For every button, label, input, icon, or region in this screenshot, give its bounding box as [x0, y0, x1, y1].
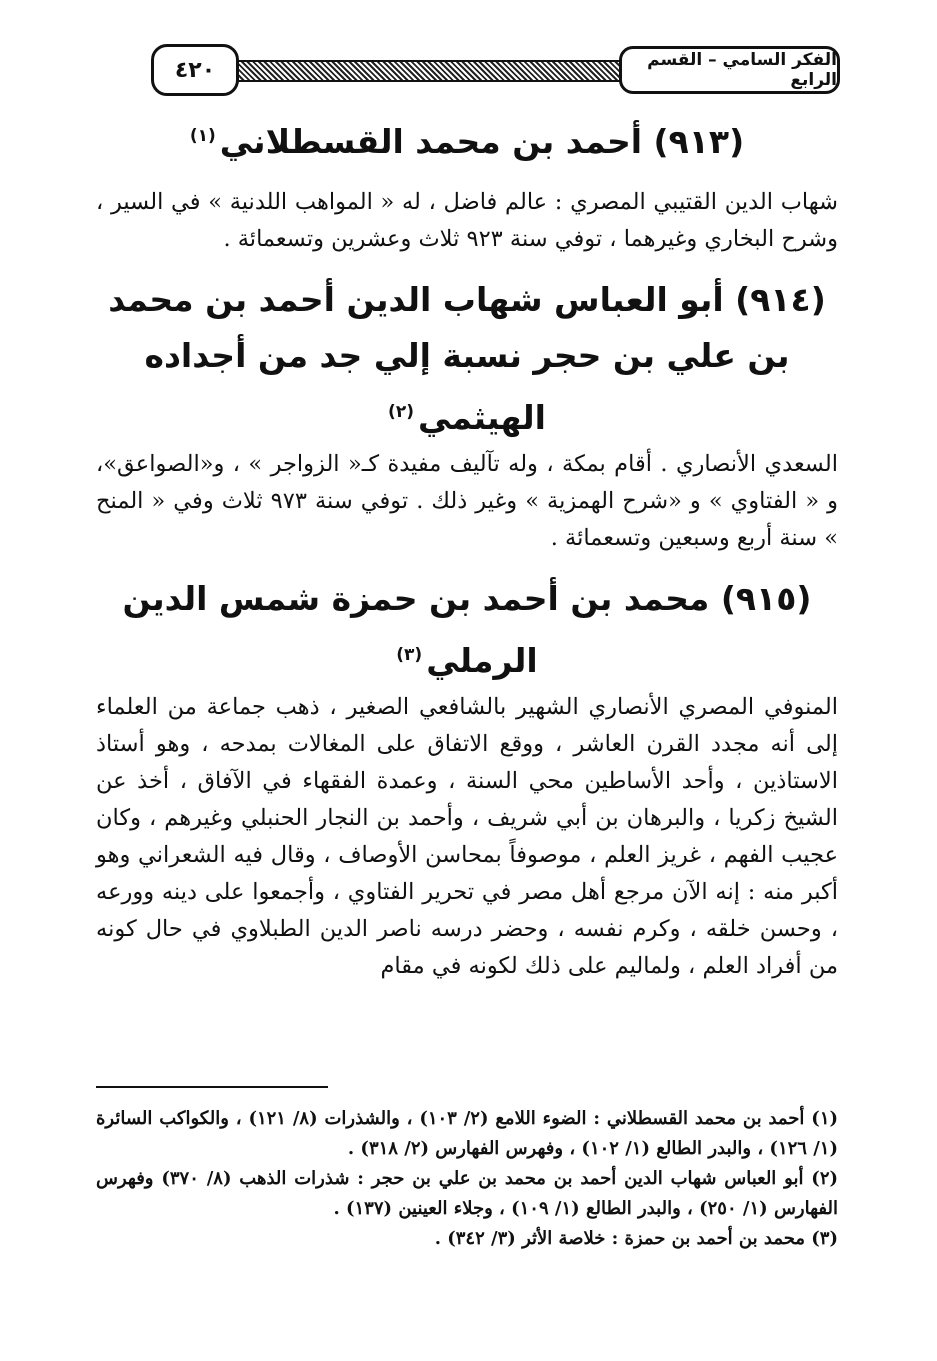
footnote-list [96, 1104, 838, 1254]
entry-915 [96, 571, 838, 985]
footnote-2: (٢) أبو العباس شهاب الدين أحمد بن محمد بن علي بن حجر : شذرات الذهب (٨/ ٣٧٠) وفهرس الفهارس (١/ ٢٥٠) ، والبدر الطالع (١/ ١٠٩) ، وجلاء العينين (١٣٧) . [96, 1168, 839, 1219]
footnotes-section [96, 1086, 838, 1254]
footnote-ref: (١) [189, 126, 216, 146]
entry-body: المنوفي المصري الأنصاري الشهير بالشافعي الصغير ، ذهب جماعة من العلماء إلى أنه مجدد القرن العاشر ، ووقع الاتفاق على المغالات بمدحه ، وهو أستاذ الاستاذين ، وأحد الأساطين محي السنة ، وعمدة الفقهاء في الآفاق ، أخذ عن الشيخ زكريا ، والبرهان بن أبي شريف ، وأحمد بن النجار الحنبلي وغيرهم ، وكان عجيب الفهم ، غريز العلم ، موصوفاً بمحاسن الأوصاف ، وقال فيه الشعراني وهو أكبر منه : إنه الآن مرجع أهل مصر في تحرير الفتاوي ، وأجمعوا على دينه وورعه ، وحسن خلقه ، وكرم نفسه ، وحضر درسه ناصر الدين الطبلاوي في حال كونه من أفراد العلم ، ولماليم على ذلك لكونه في مقام [96, 694, 838, 979]
footnote-ref: (٣) [396, 645, 423, 665]
main-content [96, 108, 838, 985]
book-title-box [619, 46, 840, 94]
page-header [95, 40, 840, 94]
entry-heading [96, 272, 838, 446]
entry-913 [96, 108, 838, 258]
page-number-box [151, 44, 239, 96]
entry-heading [96, 108, 838, 170]
footnote-ref: (٢) [388, 402, 414, 422]
entry-body: شهاب الدين القتيبي المصري : عالم فاضل ، له « المواهب اللدنية » في السير ، وشرح البخاري وغيرهما ، توفي سنة ٩٢٣ ثلاث وعشرين وتسعمائة . [96, 189, 838, 252]
page-number: ٤٢٠ [174, 57, 216, 83]
entry-914 [96, 272, 838, 557]
entry-heading-text: (٩١٣) أحمد بن محمد القسطلاني [219, 122, 745, 161]
entry-heading [96, 571, 838, 689]
footnote-3: (٣) محمد بن أحمد بن حمزة : خلاصة الأثر (٣/ ٣٤٢) . [434, 1228, 838, 1249]
entry-heading-text: (٩١٤) أبو العباس شهاب الدين أحمد بن محمد بن علي بن حجر نسبة إلي جد من أجداده الهيثمي [108, 280, 826, 437]
footnote-divider [96, 1086, 328, 1088]
footnote-1: (١) أحمد بن محمد القسطلاني : الضوء اللامع (٢/ ١٠٣) ، والشذرات (٨/ ١٢١) ، والكواكب السائرة (١/ ١٢٦) ، والبدر الطالع (١/ ١٠٢) ، وفهرس الفهارس (٢/ ٣١٨) . [96, 1108, 839, 1159]
book-title: الفكر السامي – القسم الرابع [647, 50, 837, 90]
entry-heading-text: (٩١٥) محمد بن أحمد بن حمزة شمس الدين الرملي [122, 579, 812, 680]
entry-body: السعدي الأنصاري . أقام بمكة ، وله تآليف مفيدة كـ« الزواجر » ، و«الصواعق»، و « الفتاوي » و «شرح الهمزية » وغير ذلك . توفي سنة ٩٧٣ ثلاث وفي « المنح » سنة أربع وسبعين وتسعمائة . [96, 451, 839, 551]
